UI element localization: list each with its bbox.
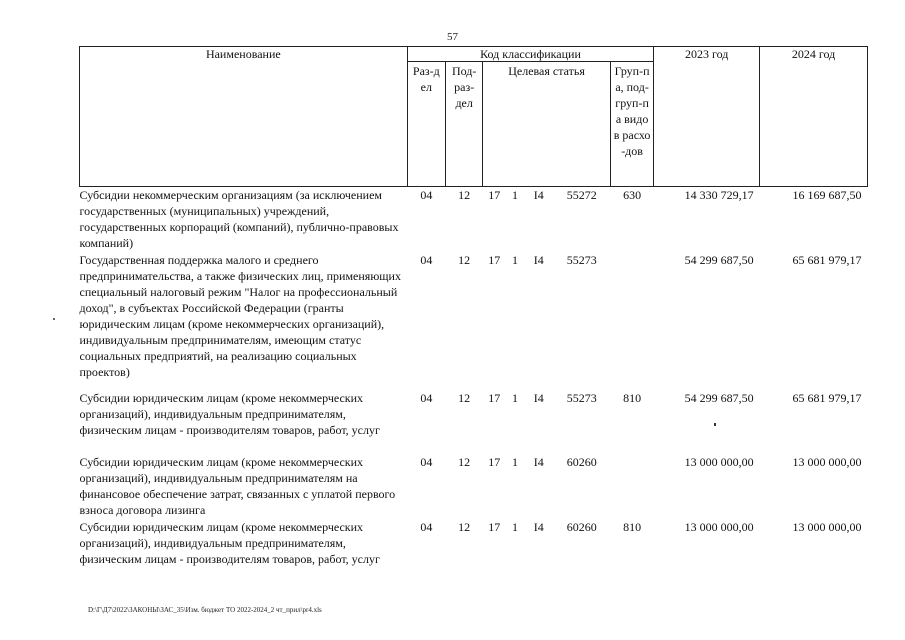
header-year-2024: 2024 год xyxy=(760,47,868,187)
cell-group xyxy=(610,252,654,380)
cell-group: 810 xyxy=(623,391,642,405)
header-group-text: Груп-па, под-груп-па видов расхо-дов xyxy=(613,64,651,158)
cell-2024: 65 681 979,17 xyxy=(792,391,862,405)
row-name: Субсидии юридическим лицам (кроме некоммерческих организаций), индивидуальным предпринимателям, физическим лицам - производителям товаров, работ, услуг xyxy=(79,391,380,437)
cell-target-4: 55272 xyxy=(566,188,597,202)
row-name: Субсидии некоммерческим организациям (за исключением государственных (муниципальных) учреждений, государственных корпораций (компаний), публично-правовых компаний) xyxy=(79,188,399,250)
cell-target-4: 60260 xyxy=(566,520,597,534)
cell-2023: 13 000 000,00 xyxy=(684,455,754,469)
row-name: Государственная поддержка малого и среднего предпринимательства, а также физических лиц, применяющих специальный налоговый режим "Налог на профессиональный доход", в субъектах Российской Федерации (гранты юридическим лицам (кроме некоммерческих организаций), индивидуальным предпринимателям, имеющим статус социальных предприятий, на реализацию социальных проектов) xyxy=(79,253,401,379)
cell-podrazdel: 12 xyxy=(458,253,471,267)
cell-target-1: 17 xyxy=(488,253,501,267)
cell-target-3: I4 xyxy=(533,253,544,267)
table-row xyxy=(80,519,868,567)
header-classification: Код классификации xyxy=(407,47,654,62)
header-podrazdel xyxy=(446,62,483,187)
row-name: Субсидии юридическим лицам (кроме некоммерческих организаций), индивидуальным предпринимателям, физическим лицам - производителям товаров, работ, услуг xyxy=(79,520,380,566)
cell-razdel: 04 xyxy=(420,253,433,267)
budget-table xyxy=(79,46,868,567)
cell-target-3: I4 xyxy=(533,391,544,405)
cell-2024: 13 000 000,00 xyxy=(792,455,862,469)
cell-target-1: 17 xyxy=(488,188,501,202)
cell-2024: 65 681 979,17 xyxy=(792,253,862,267)
cell-target-4: 55273 xyxy=(566,391,597,405)
header-podrazdel-text: Под-раз-дел xyxy=(451,64,477,110)
cell-2023: 54 299 687,50 xyxy=(684,391,754,405)
cell-podrazdel: 12 xyxy=(458,188,471,202)
row-name: Субсидии юридическим лицам (кроме некоммерческих организаций), индивидуальным предпринимателям на финансовое обеспечение затрат, связанных с уплатой первого взноса договора лизинга xyxy=(79,455,396,517)
cell-group: 630 xyxy=(623,188,642,202)
cell-group xyxy=(610,454,654,518)
cell-target-2: 1 xyxy=(511,455,518,469)
cell-2024: 16 169 687,50 xyxy=(792,188,862,202)
cell-target-2: 1 xyxy=(511,520,518,534)
cell-target-4: 55273 xyxy=(566,253,597,267)
cell-2023: 54 299 687,50 xyxy=(684,253,754,267)
cell-2023: 13 000 000,00 xyxy=(684,520,754,534)
cell-group: 810 xyxy=(623,520,642,534)
table-row xyxy=(80,252,868,380)
cell-podrazdel: 12 xyxy=(458,520,471,534)
cell-2023: 14 330 729,17 xyxy=(684,188,754,202)
cell-2024: 13 000 000,00 xyxy=(792,520,862,534)
cell-target-4: 60260 xyxy=(566,455,597,469)
cell-target-1: 17 xyxy=(488,455,501,469)
page-number: 57 xyxy=(447,31,458,43)
cell-podrazdel: 12 xyxy=(458,391,471,405)
cell-razdel: 04 xyxy=(420,188,433,202)
header-year-2023: 2023 год xyxy=(654,47,760,187)
cell-target-2: 1 xyxy=(511,391,518,405)
header-razdel-text: Раз-дел xyxy=(412,64,440,94)
scan-speck xyxy=(714,423,716,426)
cell-target-1: 17 xyxy=(488,520,501,534)
cell-razdel: 04 xyxy=(420,391,433,405)
cell-target-3: I4 xyxy=(533,188,544,202)
scan-speck xyxy=(53,318,55,320)
table-row xyxy=(80,390,868,438)
header-razdel xyxy=(407,62,445,187)
header-target-article: Целевая статья xyxy=(483,62,611,187)
header-group xyxy=(610,62,654,187)
header-name: Наименование xyxy=(80,47,408,187)
cell-target-3: I4 xyxy=(533,520,544,534)
cell-target-2: 1 xyxy=(511,253,518,267)
footer-file-path: D:\Г\Д7\2022\ЗАКОНЫ\ЗАС_35\Изм. бюджет ТО 2022-2024_2 чт_прил\pr4.xls xyxy=(88,606,322,614)
cell-razdel: 04 xyxy=(420,520,433,534)
cell-podrazdel: 12 xyxy=(458,455,471,469)
cell-target-1: 17 xyxy=(488,391,501,405)
cell-target-3: I4 xyxy=(533,455,544,469)
table-row xyxy=(80,454,868,518)
cell-target-2: 1 xyxy=(511,188,518,202)
table-row xyxy=(80,187,868,252)
cell-razdel: 04 xyxy=(420,455,433,469)
